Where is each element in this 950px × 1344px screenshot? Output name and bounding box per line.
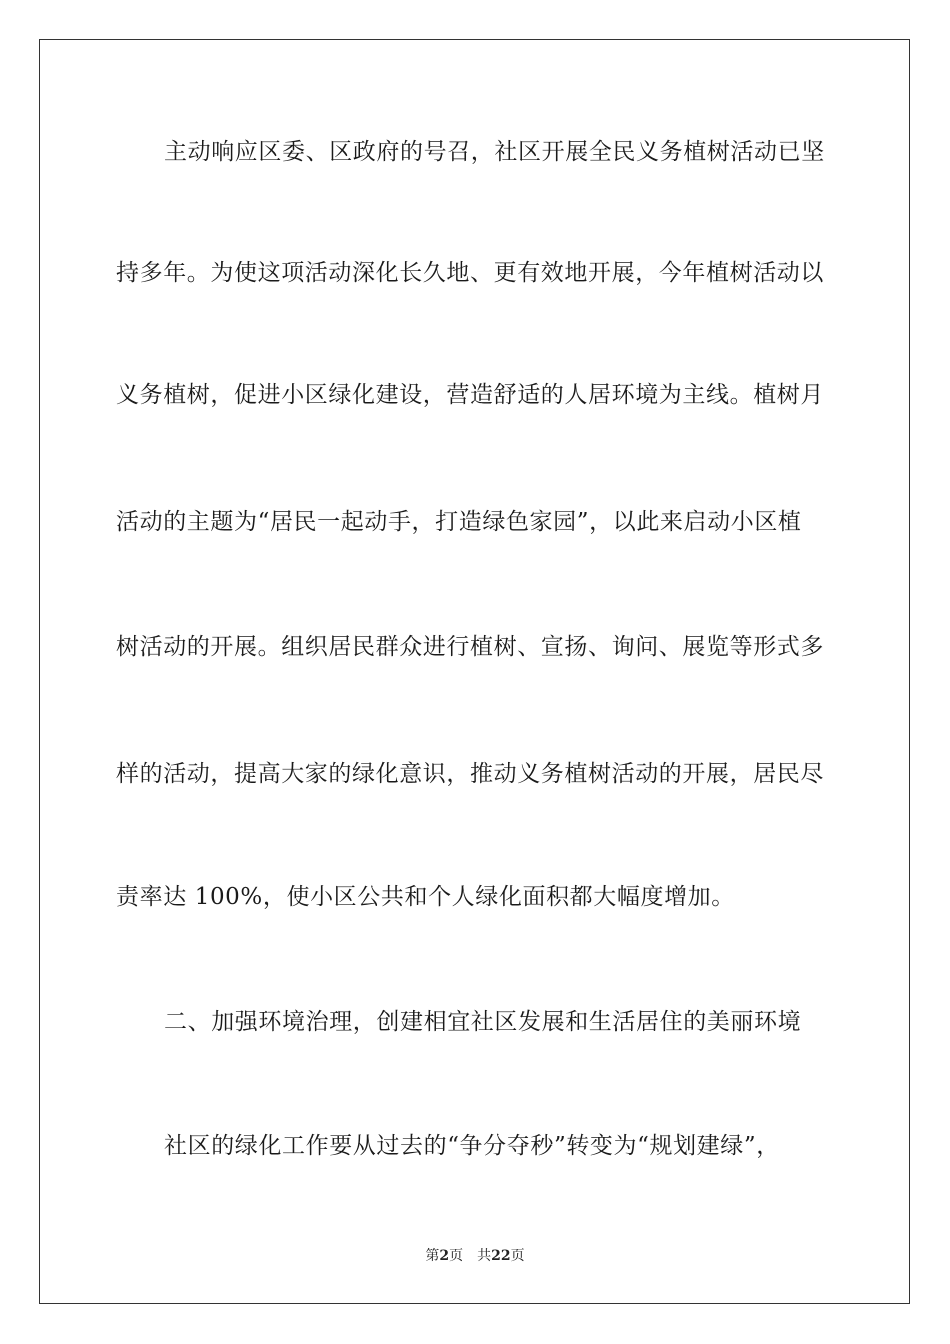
- paragraph-line: 责率达 100%，使小区公共和个人绿化面积都大幅度增加。: [116, 884, 735, 910]
- paragraph-line: 样的活动，提高大家的绿化意识，推动义务植树活动的开展，居民尽: [116, 761, 824, 787]
- section-heading: 二、加强环境治理，创建相宜社区发展和生活居住的美丽环境: [164, 1009, 802, 1035]
- total-prefix: 共: [477, 1248, 492, 1264]
- paragraph-line: 树活动的开展。组织居民群众进行植树、宣扬、询问、展览等形式多: [116, 634, 824, 660]
- page-suffix: 页: [449, 1248, 464, 1264]
- page-number: 2: [439, 1248, 450, 1264]
- paragraph-line: 义务植树，促进小区绿化建设，营造舒适的人居环境为主线。植树月: [116, 382, 824, 408]
- page-prefix: 第: [425, 1248, 440, 1264]
- page-footer: [0, 1247, 950, 1265]
- total-suffix: 页: [510, 1248, 525, 1264]
- paragraph-line: 社区的绿化工作要从过去的“争分夺秒”转变为“规划建绿”，: [164, 1133, 780, 1159]
- paragraph-line: 持多年。为使这项活动深化长久地、更有效地开展，今年植树活动以: [116, 260, 824, 286]
- paragraph-line: 活动的主题为“居民一起动手，打造绿色家园”，以此来启动小区植: [116, 509, 802, 535]
- total-pages: 22: [491, 1248, 511, 1264]
- paragraph-line: 主动响应区委、区政府的号召，社区开展全民义务植树活动已坚: [164, 139, 825, 165]
- page-frame: [39, 39, 910, 1304]
